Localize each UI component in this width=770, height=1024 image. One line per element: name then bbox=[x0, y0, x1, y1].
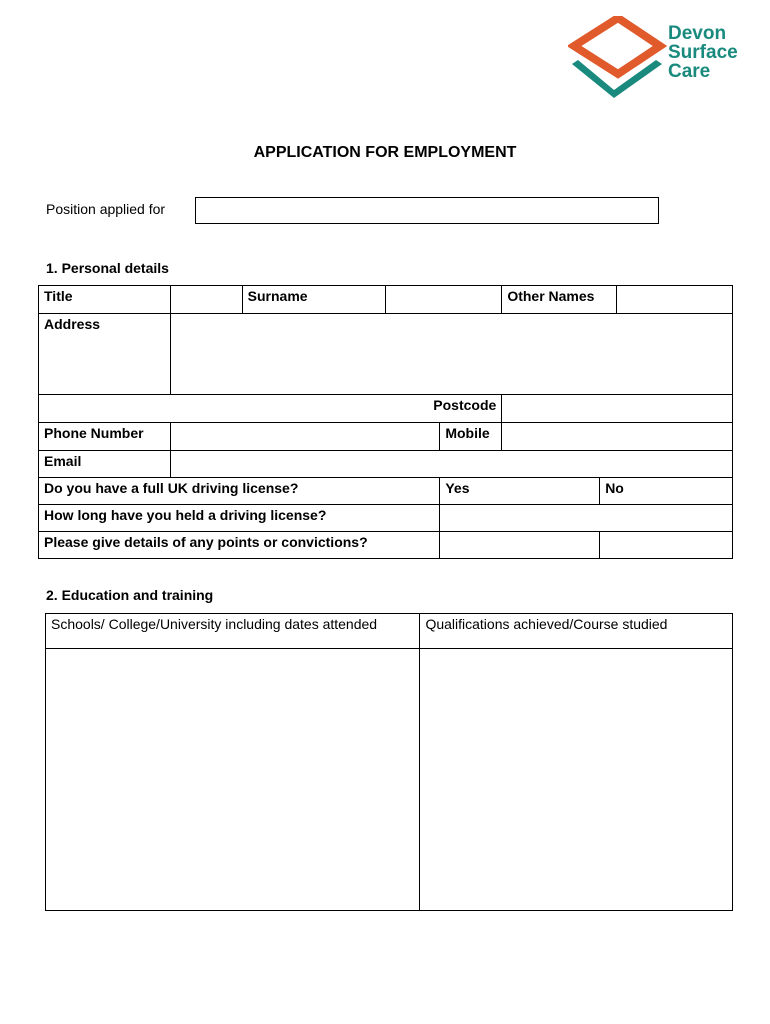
position-input[interactable] bbox=[195, 197, 659, 224]
other-names-label: Other Names bbox=[502, 286, 617, 314]
postcode-field[interactable] bbox=[502, 395, 733, 423]
email-label: Email bbox=[39, 451, 171, 478]
surname-label: Surname bbox=[242, 286, 386, 314]
logo-line-surface: Surface bbox=[668, 42, 738, 63]
points-field[interactable] bbox=[440, 532, 600, 559]
phone-label: Phone Number bbox=[39, 423, 171, 451]
company-logo bbox=[568, 16, 744, 100]
license-duration-question: How long have you held a driving license? bbox=[39, 505, 440, 532]
personal-details-heading: 1. Personal details bbox=[46, 260, 169, 276]
address-field[interactable] bbox=[170, 314, 732, 395]
logo-text bbox=[668, 24, 738, 81]
schools-field[interactable] bbox=[46, 649, 420, 911]
personal-details-table bbox=[38, 285, 733, 559]
schools-column-header: Schools/ College/University including dates attended bbox=[46, 614, 420, 649]
points-convictions-question: Please give details of any points or convictions? bbox=[39, 532, 440, 559]
license-duration-field[interactable] bbox=[440, 505, 733, 532]
qualifications-field[interactable] bbox=[420, 649, 733, 911]
page-title: APPLICATION FOR EMPLOYMENT bbox=[253, 144, 517, 161]
surname-field[interactable] bbox=[386, 286, 502, 314]
yes-option[interactable]: Yes bbox=[440, 478, 600, 505]
title-field[interactable] bbox=[170, 286, 242, 314]
logo-line-devon: Devon bbox=[668, 23, 727, 44]
title-label: Title bbox=[39, 286, 171, 314]
position-label: Position applied for bbox=[46, 201, 166, 217]
logo-line-care: Care bbox=[668, 61, 711, 82]
phone-field[interactable] bbox=[170, 423, 440, 451]
other-names-field[interactable] bbox=[617, 286, 733, 314]
driving-license-question: Do you have a full UK driving license? bbox=[39, 478, 440, 505]
mobile-field[interactable] bbox=[502, 423, 733, 451]
qualifications-column-header: Qualifications achieved/Course studied bbox=[420, 614, 733, 649]
address-label: Address bbox=[39, 314, 171, 395]
mobile-label: Mobile bbox=[440, 423, 502, 451]
email-field[interactable] bbox=[170, 451, 732, 478]
no-option[interactable]: No bbox=[600, 478, 733, 505]
postcode-label: Postcode bbox=[39, 395, 502, 423]
convictions-field[interactable] bbox=[600, 532, 733, 559]
education-table bbox=[45, 613, 733, 911]
education-heading: 2. Education and training bbox=[46, 587, 214, 603]
logo-diamond-icon bbox=[568, 16, 668, 100]
